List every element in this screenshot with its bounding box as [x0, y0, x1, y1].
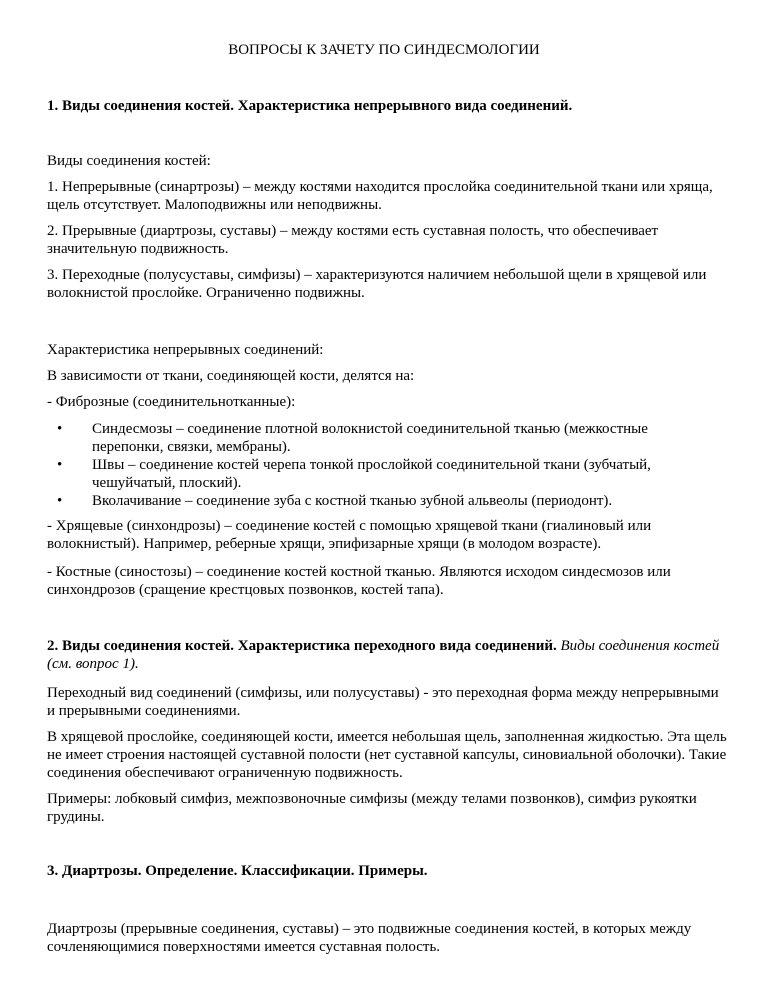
transitional-description: В хрящевой прослойке, соединяющей кости, имеется небольшая щель, заполненная жидкостью. Эта щель не имеет строения настоящей суставной полости (нет суставной капсулы, синовиальной оболочки). Такие соединения обеспечивают ограниченную подвижность. [47, 729, 727, 781]
fibrous-label: - Фиброзные (соединительнотканные): [47, 394, 296, 410]
bony-joints: - Костные (синостозы) – соединение костей костной тканью. Являются исходом синдесмозов или синхондрозов (сращение крестцовых позвонков, костей тапа). [47, 564, 671, 598]
joint-types-intro: Виды соединения костей: [47, 153, 211, 169]
bullet-icon: • [57, 493, 63, 509]
question-1-heading: 1. Виды соединения костей. Характеристика непрерывного вида соединений. [47, 98, 573, 114]
fibrous-list [47, 420, 727, 510]
cartilaginous-joints: - Хрящевые (синхондрозы) – соединение костей с помощью хрящевой ткани (гиалиновый или волокнистый). Например, реберные хрящи, эпифизарные хрящи (в молодом возрасте). [47, 518, 652, 552]
document-title: ВОПРОСЫ К ЗАЧЕТУ ПО СИНДЕСМОЛОГИИ [228, 42, 540, 58]
list-item-text: Вколачивание – соединение зуба с костной тканью зубной альвеолы (периодонт). [92, 493, 613, 509]
joint-type-continuous: 1. Непрерывные (синартрозы) – между костями находится прослойка соединительной ткани или хряща, щель отсутствует. Малоподвижны или неподвижны. [47, 179, 713, 213]
question-3-heading: 3. Диартрозы. Определение. Классификации. Примеры. [47, 863, 428, 879]
joint-type-discontinuous: 2. Прерывные (диартрозы, суставы) – между костями есть суставная полость, что обеспечивает значительную подвижность. [47, 223, 659, 257]
list-item-text: Швы – соединение костей черепа тонкой прослойкой соединительной ткани (зубчатый, чешуйчатый, плоский). [92, 457, 651, 491]
list-item [47, 492, 672, 510]
list-item [47, 420, 672, 456]
diarthrosis-definition: Диартрозы (прерывные соединения, суставы) – это подвижные соединения костей, в которых между сочленяющимися поверхностями имеется суставная полость. [47, 921, 692, 955]
question-2-heading-note: Виды соединения костей (см. вопрос 1). [47, 638, 720, 672]
classification-basis: В зависимости от ткани, соединяющей кости, делятся на: [47, 368, 415, 384]
list-item [47, 456, 672, 492]
joint-type-transitional: 3. Переходные (полусуставы, симфизы) – характеризуются наличием небольшой щели в хрящевой или волокнистой прослойке. Ограниченно подвижны. [47, 267, 707, 301]
transitional-definition: Переходный вид соединений (симфизы, или полусуставы) - это переходная форма между непрерывными и прерывными соединениями. [47, 685, 719, 719]
question-2-heading-text: 2. Виды соединения костей. Характеристика переходного вида соединений. [47, 638, 557, 654]
continuous-characteristics-intro: Характеристика непрерывных соединений: [47, 342, 324, 358]
bullet-icon: • [57, 457, 63, 473]
list-item-text: Синдесмозы – соединение плотной волокнистой соединительной тканью (межкостные перепонки, связки, мембраны). [92, 421, 648, 455]
transitional-examples: Примеры: лобковый симфиз, межпозвоночные симфизы (между телами позвонков), симфиз рукоятки грудины. [47, 791, 697, 825]
bullet-icon: • [57, 421, 63, 437]
question-2-heading [47, 637, 727, 673]
